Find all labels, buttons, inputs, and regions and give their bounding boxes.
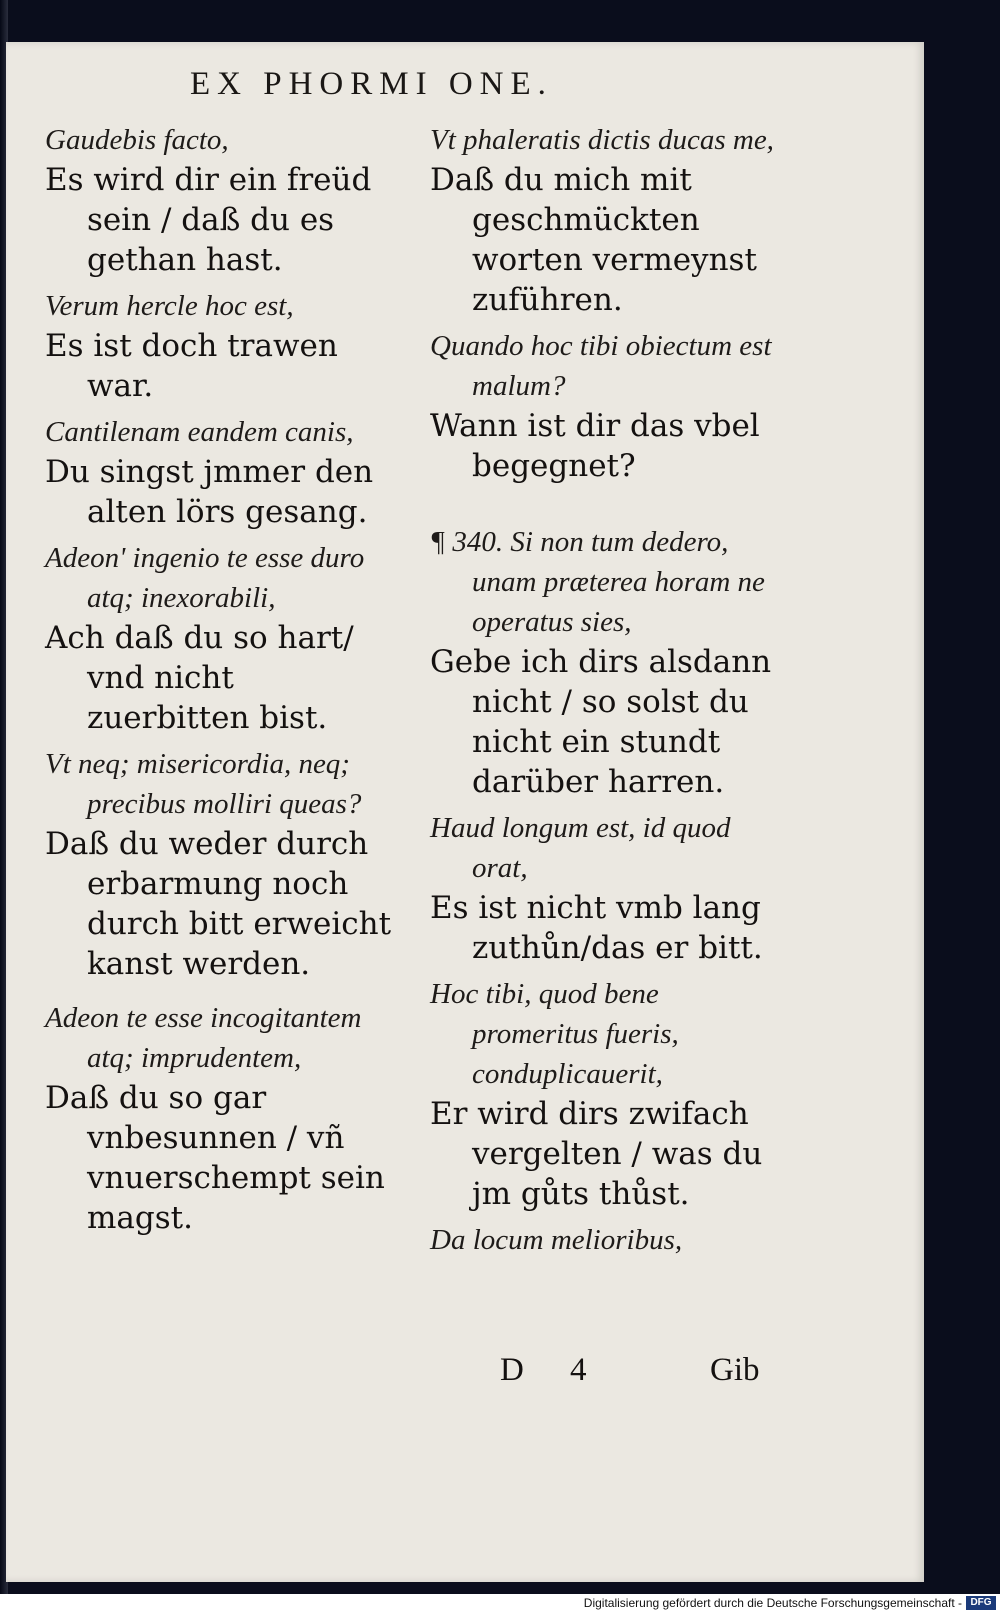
german-translation: Es wird dir ein freüd sein / daß du es gethan hast. — [45, 162, 372, 278]
latin-phrase: Adeon te esse incogitantem atq; imprudentem, — [45, 1002, 362, 1074]
entry — [430, 808, 775, 968]
latin-phrase: Cantilenam eandem canis, — [45, 416, 354, 448]
entry — [45, 998, 400, 1238]
entry — [430, 326, 775, 486]
entry — [45, 744, 400, 984]
german-translation: Es ist nicht vmb lang zuthůn/das er bitt. — [430, 890, 763, 966]
right-column — [430, 120, 775, 1260]
left-column — [45, 120, 400, 1244]
german-translation: Daß du weder durch erbarmung noch durch bitt erweicht kanst werden. — [45, 826, 392, 982]
german-translation: Es ist doch trawen war. — [45, 328, 338, 404]
german-translation: Gebe ich dirs alsdann nicht / so solst du nicht ein stundt darüber harren. — [430, 644, 772, 800]
entry — [430, 522, 775, 802]
entry — [45, 538, 400, 738]
latin-phrase: Vt phaleratis dictis ducas me, — [430, 124, 774, 156]
latin-phrase: Da locum melioribus, — [430, 1224, 683, 1256]
entry — [45, 286, 400, 406]
entry — [45, 412, 400, 532]
digitization-credit: Digitalisierung gefördert durch die Deutsche Forschungsgemeinschaft - — [583, 1596, 962, 1610]
german-translation: Wann ist dir das vbel begegnet? — [430, 408, 760, 484]
latin-phrase: Hoc tibi, quod bene promeritus fueris, conduplicauerit, — [430, 978, 679, 1090]
entry — [430, 120, 775, 320]
german-translation: Daß du mich mit geschmückten worten vermeynst zuführen. — [430, 162, 757, 318]
latin-phrase: Verum hercle hoc est, — [45, 290, 294, 322]
signature-mark: D — [500, 1352, 524, 1388]
latin-phrase: Quando hoc tibi obiectum est malum? — [430, 330, 772, 402]
latin-phrase: Haud longum est, id quod orat, — [430, 812, 731, 884]
latin-phrase: Adeon' ingenio te esse duro atq; inexorabili, — [45, 542, 365, 614]
german-translation: Er wird dirs zwifach vergelten / was du jm gůts thůst. — [430, 1096, 763, 1212]
latin-phrase: ¶ 340. Si non tum dedero, unam præterea horam ne operatus sies, — [430, 526, 765, 638]
signature-number: 4 — [570, 1352, 587, 1388]
dfg-logo-icon: DFG — [966, 1596, 996, 1610]
latin-phrase: Vt neq; misericordia, neq; precibus molliri queas? — [45, 748, 362, 820]
german-translation: Daß du so gar vnbesunnen / vñ vnuerschempt sein magst. — [45, 1080, 385, 1236]
latin-phrase: Gaudebis facto, — [45, 124, 229, 156]
catchword: Gib — [710, 1352, 760, 1388]
entry — [430, 1220, 775, 1260]
entry — [430, 974, 775, 1214]
running-head: EX PHORMI ONE. — [190, 66, 553, 102]
entry — [45, 120, 400, 280]
german-translation: Du singst jmmer den alten lörs gesang. — [45, 454, 374, 530]
german-translation: Ach daß du so hart/ vnd nicht zuerbitten bist. — [45, 620, 354, 736]
